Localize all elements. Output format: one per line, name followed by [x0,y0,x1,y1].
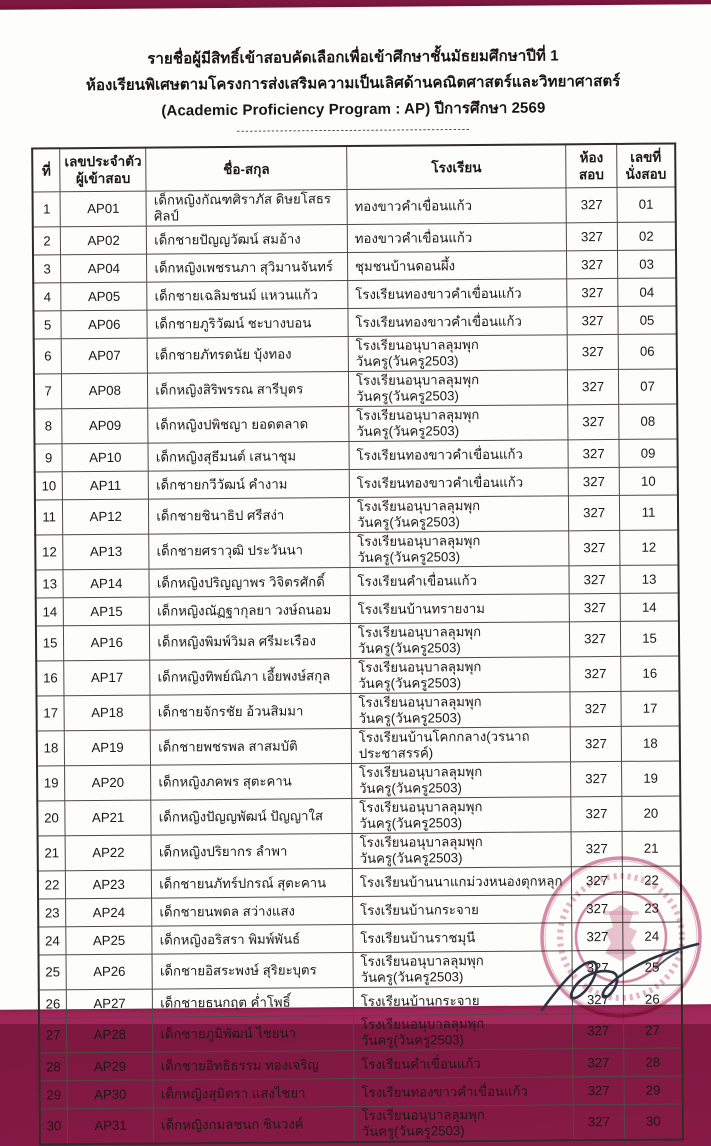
candidate-id: AP31 [67,1108,153,1144]
row-number: 12 [35,535,63,570]
exam-room: 327 [572,985,623,1013]
candidate-id: AP22 [65,835,151,871]
seat-number: 06 [618,334,677,369]
candidate-id: AP18 [64,695,150,731]
row-number: 27 [39,1018,67,1053]
exam-room: 327 [568,439,619,467]
table-row [34,404,677,444]
candidate-id: AP30 [67,1080,153,1109]
student-name: เด็กหญิงภคพร สุตะคาน [151,764,352,801]
row-number: 3 [33,255,61,283]
row-number: 8 [34,409,62,444]
candidate-id: AP12 [63,499,149,535]
candidate-id: AP23 [65,870,151,899]
exam-room: 327 [571,761,622,796]
exam-room: 327 [566,222,617,250]
student-name: เด็กหญิงกมลชนก ชินวงค์ [154,1107,355,1144]
student-name: เด็กชายภัทรดนัย บุ้งทอง [147,337,348,374]
student-name: เด็กหญิงเพชรนภา สุวิมานจันทร์ [147,253,348,283]
row-number: 11 [35,500,63,535]
row-number: 13 [35,570,63,598]
school-name: โรงเรียนทองขาวคำเขื่อนแก้ว [348,279,567,309]
row-number: 30 [40,1109,68,1145]
title-line-2: ห้องเรียนพิเศษตามโครงการส่งเสริมความเป็นเลิศด้านคณิตศาสตร์และวิทยาศาสตร์ [85,72,621,95]
seat-number: 16 [621,656,680,691]
exam-room: 327 [569,495,620,530]
seat-number: 12 [620,530,679,565]
candidate-id: AP06 [61,310,147,339]
school-name: ทองขาวคำเขื่อนแก้ว [347,223,566,253]
candidate-id: AP02 [60,226,146,255]
table-row [38,831,681,871]
seat-number: 27 [623,1013,682,1048]
student-name: เด็กชายภูมิพัฒน์ ไชยนา [153,1016,354,1053]
candidate-id: AP19 [64,730,150,766]
candidate-id: AP24 [66,898,152,927]
school-name: โรงเรียนบ้านกระจาย [353,986,572,1016]
row-number: 1 [33,192,61,227]
student-name: เด็กชายปัญญวัฒน์ สมอ้าง [147,225,348,255]
school-name: โรงเรียนอนุบาลลุมพุกวันครู(วันครู2503) [348,370,568,407]
candidate-id: AP20 [65,765,151,801]
table-row [34,369,677,409]
student-name: เด็กชายอิทธิธรรม ทองเจริญ [153,1051,354,1081]
exam-room: 327 [569,593,620,621]
row-number: 4 [33,283,61,311]
candidate-id: AP16 [64,625,150,661]
candidate-id: AP01 [60,191,146,227]
seat-number: 10 [619,467,678,495]
candidate-id: AP11 [62,471,148,500]
row-number: 26 [39,990,67,1018]
row-number: 6 [34,339,62,374]
candidate-id: AP15 [63,597,149,626]
row-number: 7 [34,374,62,409]
seat-number: 26 [623,985,682,1013]
exam-room: 327 [567,334,618,369]
exam-room: 327 [572,922,623,950]
school-name: โรงเรียนอนุบาลลุมพุกวันครู(วันครู2503) [352,797,572,834]
student-name: เด็กหญิงอริสรา พิมพ์พันธ์ [152,925,353,955]
row-number: 15 [36,626,64,661]
school-name: โรงเรียนบ้านนาแกม่วงหนองตุกหลุก [352,867,571,897]
exam-room: 327 [570,726,621,761]
seat-number: 04 [618,278,677,306]
seat-number: 22 [622,866,681,894]
table-row [36,691,679,731]
seat-number: 29 [624,1076,683,1104]
student-name: เด็กหญิงปัญญพัฒน์ ปัญญาใส [151,799,352,836]
seat-number: 28 [624,1048,683,1076]
school-name: โรงเรียนบ้านโคกกลาง(วรนาถประชาสรรค์) [351,727,571,764]
exam-room: 327 [570,691,621,726]
table-row [35,495,678,535]
school-name: โรงเรียนอนุบาลลุมพุกวันครู(วันครู2503) [354,1105,574,1142]
candidate-id: AP13 [63,534,149,570]
student-name: เด็กชายนภัทร์ปกรณ์ สุตะคาน [152,869,353,899]
student-name: เด็กหญิงปพิชญา ยอดตลาด [148,407,349,444]
student-name: เด็กชายศราวุฒิ ประวันนา [149,533,350,570]
school-name: โรงเรียนทองขาวคำเขื่อนแก้ว [354,1077,573,1107]
candidate-id: AP04 [61,254,147,283]
table-row [37,796,680,836]
row-number: 16 [36,661,64,696]
header-candidate-id: เลขประจำตัว ผู้เข้าสอบ [60,148,146,192]
seat-number: 11 [619,495,678,530]
row-number: 5 [33,311,61,339]
table-row [40,1104,683,1145]
candidate-id: AP25 [66,926,152,955]
student-name: เด็กหญิงพิมพ์วิมล ศรีมะเรือง [150,624,351,661]
row-number: 24 [38,927,66,955]
student-name: เด็กหญิงปริยากร ลำพา [151,834,352,871]
school-name: โรงเรียนอนุบาลลุมพุกวันครู(วันครู2503) [351,692,571,729]
exam-room: 327 [568,369,619,404]
exam-room: 327 [567,306,618,334]
student-name: เด็กหญิงกัณฑศิราภัส ดิษยโสธรศิลป์ [146,190,347,227]
row-number: 2 [33,227,61,255]
seat-number: 09 [619,439,678,467]
school-name: โรงเรียนบ้านทรายงาม [350,594,569,624]
seat-number: 30 [624,1104,683,1140]
school-name: โรงเรียนบ้านกระจาย [352,895,571,925]
student-name: เด็กหญิงสุมิตรา แสงไชยา [153,1079,354,1109]
seat-number: 05 [618,306,677,334]
school-name: โรงเรียนทองขาวคำเขื่อนแก้ว [349,440,568,470]
candidate-id: AP05 [61,282,147,311]
exam-room: 327 [568,404,619,439]
row-number: 20 [37,801,65,836]
exam-room: 327 [570,656,621,691]
candidate-id: AP28 [67,1017,153,1053]
row-number: 18 [37,731,65,766]
student-name: เด็กหญิงณัฏฐากุลยา วงษ์ถนอม [149,596,350,626]
row-number: 14 [36,598,64,626]
table-row [33,187,676,227]
exam-room: 327 [567,250,618,278]
header-no: ที่ [32,148,60,192]
seat-number: 17 [621,691,680,726]
school-name: โรงเรียนอนุบาลลุมพุกวันครู(วันครู2503) [351,762,571,799]
candidate-id: AP17 [64,660,150,696]
school-name: โรงเรียนอนุบาลลุมพุกวันครู(วันครู2503) [350,622,570,659]
header-school: โรงเรียน [347,144,567,189]
seat-number: 01 [617,187,676,222]
seat-number: 18 [621,726,680,761]
row-number: 21 [38,836,66,871]
exam-room: 327 [573,1076,624,1104]
title-line-1: รายชื่อผู้มีสิทธิ์เข้าสอบคัดเลือกเพื่อเข้าศึกษาชั้นมัธยมศึกษาปีที่ 1 [147,47,559,68]
exam-room: 327 [572,866,623,894]
table-row [36,656,679,696]
table-row [37,726,680,766]
header-name: ชื่อ-สกุล [146,146,347,191]
student-name: เด็กชายชินาธิป ศรีสง่า [149,498,350,535]
table-header-row [32,143,675,192]
student-name: เด็กชายภูริวัฒน์ ชะบางบอน [147,309,348,339]
exam-room: 327 [571,796,622,831]
candidate-id: AP26 [66,954,152,990]
row-number: 19 [37,766,65,801]
exam-room: 327 [570,621,621,656]
student-name: เด็กชายกวีวัฒน์ คำงาม [149,470,350,500]
row-number: 25 [39,955,67,990]
seat-number: 25 [623,950,682,985]
candidate-id: AP29 [67,1052,153,1081]
header-seat-number: เลขที่ นั่งสอบ [617,143,676,187]
exam-room: 327 [572,894,623,922]
exam-room: 327 [573,1013,624,1048]
student-name: เด็กชายนพดล สว่างแสง [152,897,353,927]
table-row [34,334,677,374]
header-exam-room: ห้อง สอบ [566,144,617,188]
exam-room: 327 [569,530,620,565]
table-row [39,950,682,990]
seat-number: 07 [618,369,677,404]
student-name: เด็กชายเฉลิมชนม์ แหวนแก้ว [147,281,348,311]
student-name: เด็กหญิงสิริพรรณ สารีบุตร [148,372,349,409]
table-row [35,530,678,570]
exam-room: 327 [573,1048,624,1076]
row-number: 17 [36,696,64,731]
document-title-block [30,42,676,139]
document-content [0,4,711,1139]
exam-room: 327 [568,467,619,495]
table-row [36,621,679,661]
seat-number: 20 [622,796,681,831]
exam-room: 327 [566,187,617,222]
row-number: 29 [39,1081,67,1109]
seat-number: 08 [619,404,678,439]
row-number: 10 [35,472,63,500]
seat-number: 21 [622,831,681,866]
dashed-divider: ------------------------------------------------------ [236,124,471,137]
school-name: โรงเรียนอนุบาลลุมพุกวันครู(วันครู2503) [349,496,569,533]
seat-number: 19 [621,761,680,796]
candidate-id: AP21 [65,800,151,836]
school-name: โรงเรียนบ้านราชมุนี [353,923,572,953]
seat-number: 24 [623,922,682,950]
school-name: โรงเรียนอนุบาลลุมพุกวันครู(วันครู2503) [353,951,573,988]
paper-sheet [0,4,711,1139]
student-name: เด็กชายจักรชัย อ้วนสิมมา [150,694,351,731]
row-number: 22 [38,871,66,899]
exam-room: 327 [572,950,623,985]
candidate-id: AP08 [62,373,148,409]
seat-number: 23 [623,894,682,922]
seat-number: 13 [620,565,679,593]
student-name: เด็กชายอิสระพงษ์ สุริยะบุตร [152,953,353,990]
school-name: โรงเรียนอนุบาลลุมพุกวันครู(วันครู2503) [353,1014,573,1051]
school-name: ชุมชนบ้านดอนผึ้ง [347,251,566,281]
table-row [39,1013,682,1053]
school-name: โรงเรียนอนุบาลลุมพุกวันครู(วันครู2503) [351,657,571,694]
school-name: โรงเรียนอนุบาลลุมพุกวันครู(วันครู2503) [348,335,568,372]
school-name: โรงเรียนทองขาวคำเขื่อนแก้ว [349,468,568,498]
table-row [37,761,680,801]
student-name: เด็กหญิงทิพย์ณิภา เอี้ยพงษ์สกุล [150,659,351,696]
candidate-roster-table [31,142,684,1145]
student-name: เด็กชายธนกฤต ค่ำโพธิ์ [153,988,354,1018]
candidate-id: AP09 [62,408,148,444]
table-body [33,187,683,1145]
candidate-id: AP07 [61,338,147,374]
row-number: 23 [38,899,66,927]
exam-room: 327 [569,565,620,593]
candidate-id: AP27 [66,989,152,1018]
school-name: โรงเรียนอนุบาลลุมพุกวันครู(วันครู2503) [349,405,569,442]
school-name: โรงเรียนอนุบาลลุมพุกวันครู(วันครู2503) [352,832,572,869]
seat-number: 14 [620,593,679,621]
school-name: ทองขาวคำเขื่อนแก้ว [347,188,567,225]
student-name: เด็กหญิงปริญญาพร วิจิตรศักดิ์ [149,568,350,598]
student-name: เด็กชายพชรพล สาสมบัติ [151,729,352,766]
exam-room: 327 [571,831,622,866]
candidate-id: AP10 [62,443,148,472]
school-name: โรงเรียนคำเขื่อนแก้ว [354,1049,573,1079]
school-name: โรงเรียนอนุบาลลุมพุกวันครู(วันครู2503) [350,531,570,568]
seat-number: 02 [617,222,676,250]
seat-number: 15 [620,621,679,656]
row-number: 28 [39,1053,67,1081]
school-name: โรงเรียนคำเขื่อนแก้ว [350,566,569,596]
school-name: โรงเรียนทองขาวคำเขื่อนแก้ว [348,307,567,337]
seat-number: 03 [617,250,676,278]
row-number: 9 [34,444,62,472]
exam-room: 327 [567,278,618,306]
student-name: เด็กหญิงสุธีมนต์ เสนาชุม [148,442,349,472]
candidate-id: AP14 [63,569,149,598]
title-line-3: (Academic Proficiency Program : AP) ปีการศึกษา 2569 [161,99,546,120]
exam-room: 327 [573,1104,624,1140]
